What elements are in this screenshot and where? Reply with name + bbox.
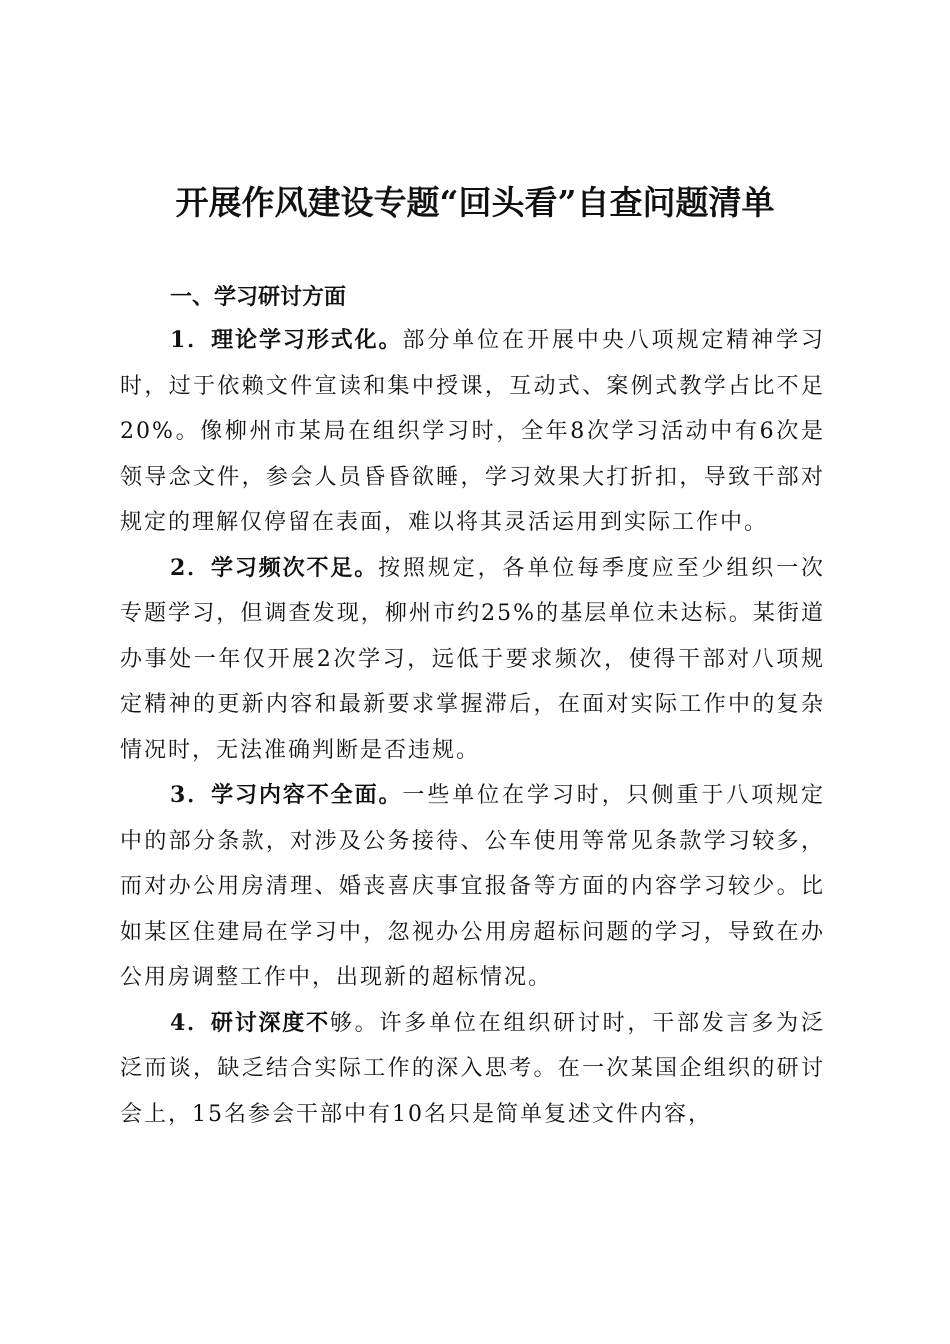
item-4-lead: 4．研讨深度不: [170, 1009, 330, 1036]
section-heading: 一、学习研讨方面: [170, 284, 347, 310]
paragraph-item-1: [120, 318, 825, 546]
paragraph-item-3: [120, 773, 825, 1001]
item-2-lead: 2．学习频次不足。: [170, 554, 379, 581]
document-title: 开展作风建设专题“回头看”自查问题清单: [175, 183, 775, 222]
item-4-text: 够。许多单位在组织研讨时，干部发言多为泛泛而谈，缺乏结合实际工作的深入思考。在一次某国企组织的研讨会上，15名参会干部中有10名只是简单复述文件内容，: [120, 1010, 825, 1127]
item-2-text: 按照规定，各单位每季度应至少组织一次专题学习，但调查发现，柳州市约25%的基层单位未达标。某街道办事处一年仅开展2次学习，远低于要求频次，使得干部对八项规定精神的更新内容和最新要求掌握滞后，在面对实际工作中的复杂情况时，无法准确判断是否违规。: [120, 555, 825, 763]
paragraph-item-4: [120, 1001, 825, 1138]
item-3-lead: 3．学习内容不全面。: [170, 782, 403, 808]
document-body: [120, 276, 825, 1137]
paragraph-item-2: [120, 546, 825, 774]
item-1-text: 部分单位在开展中央八项规定精神学习时，过于依赖文件宣读和集中授课，互动式、案例式教学占比不足20%。像柳州市某局在组织学习时，全年8次学习活动中有6次是领导念文件，参会人员昏昏欲睡，学习效果大打折扣，导致干部对规定的理解仅停留在表面，难以将其灵活运用到实际工作中。: [120, 328, 825, 535]
item-1-lead: 1．理论学习形式化。: [170, 327, 403, 353]
item-3-text: 一些单位在学习时，只侧重于八项规定中的部分条款，对涉及公务接待、公车使用等常见条款学习较多，而对办公用房清理、婚丧喜庆事宜报备等方面的内容学习较少。比如某区住建局在学习中，忽视办公用房超标问题的学习，导致在办公用房调整工作中，出现新的超标情况。: [120, 783, 825, 990]
